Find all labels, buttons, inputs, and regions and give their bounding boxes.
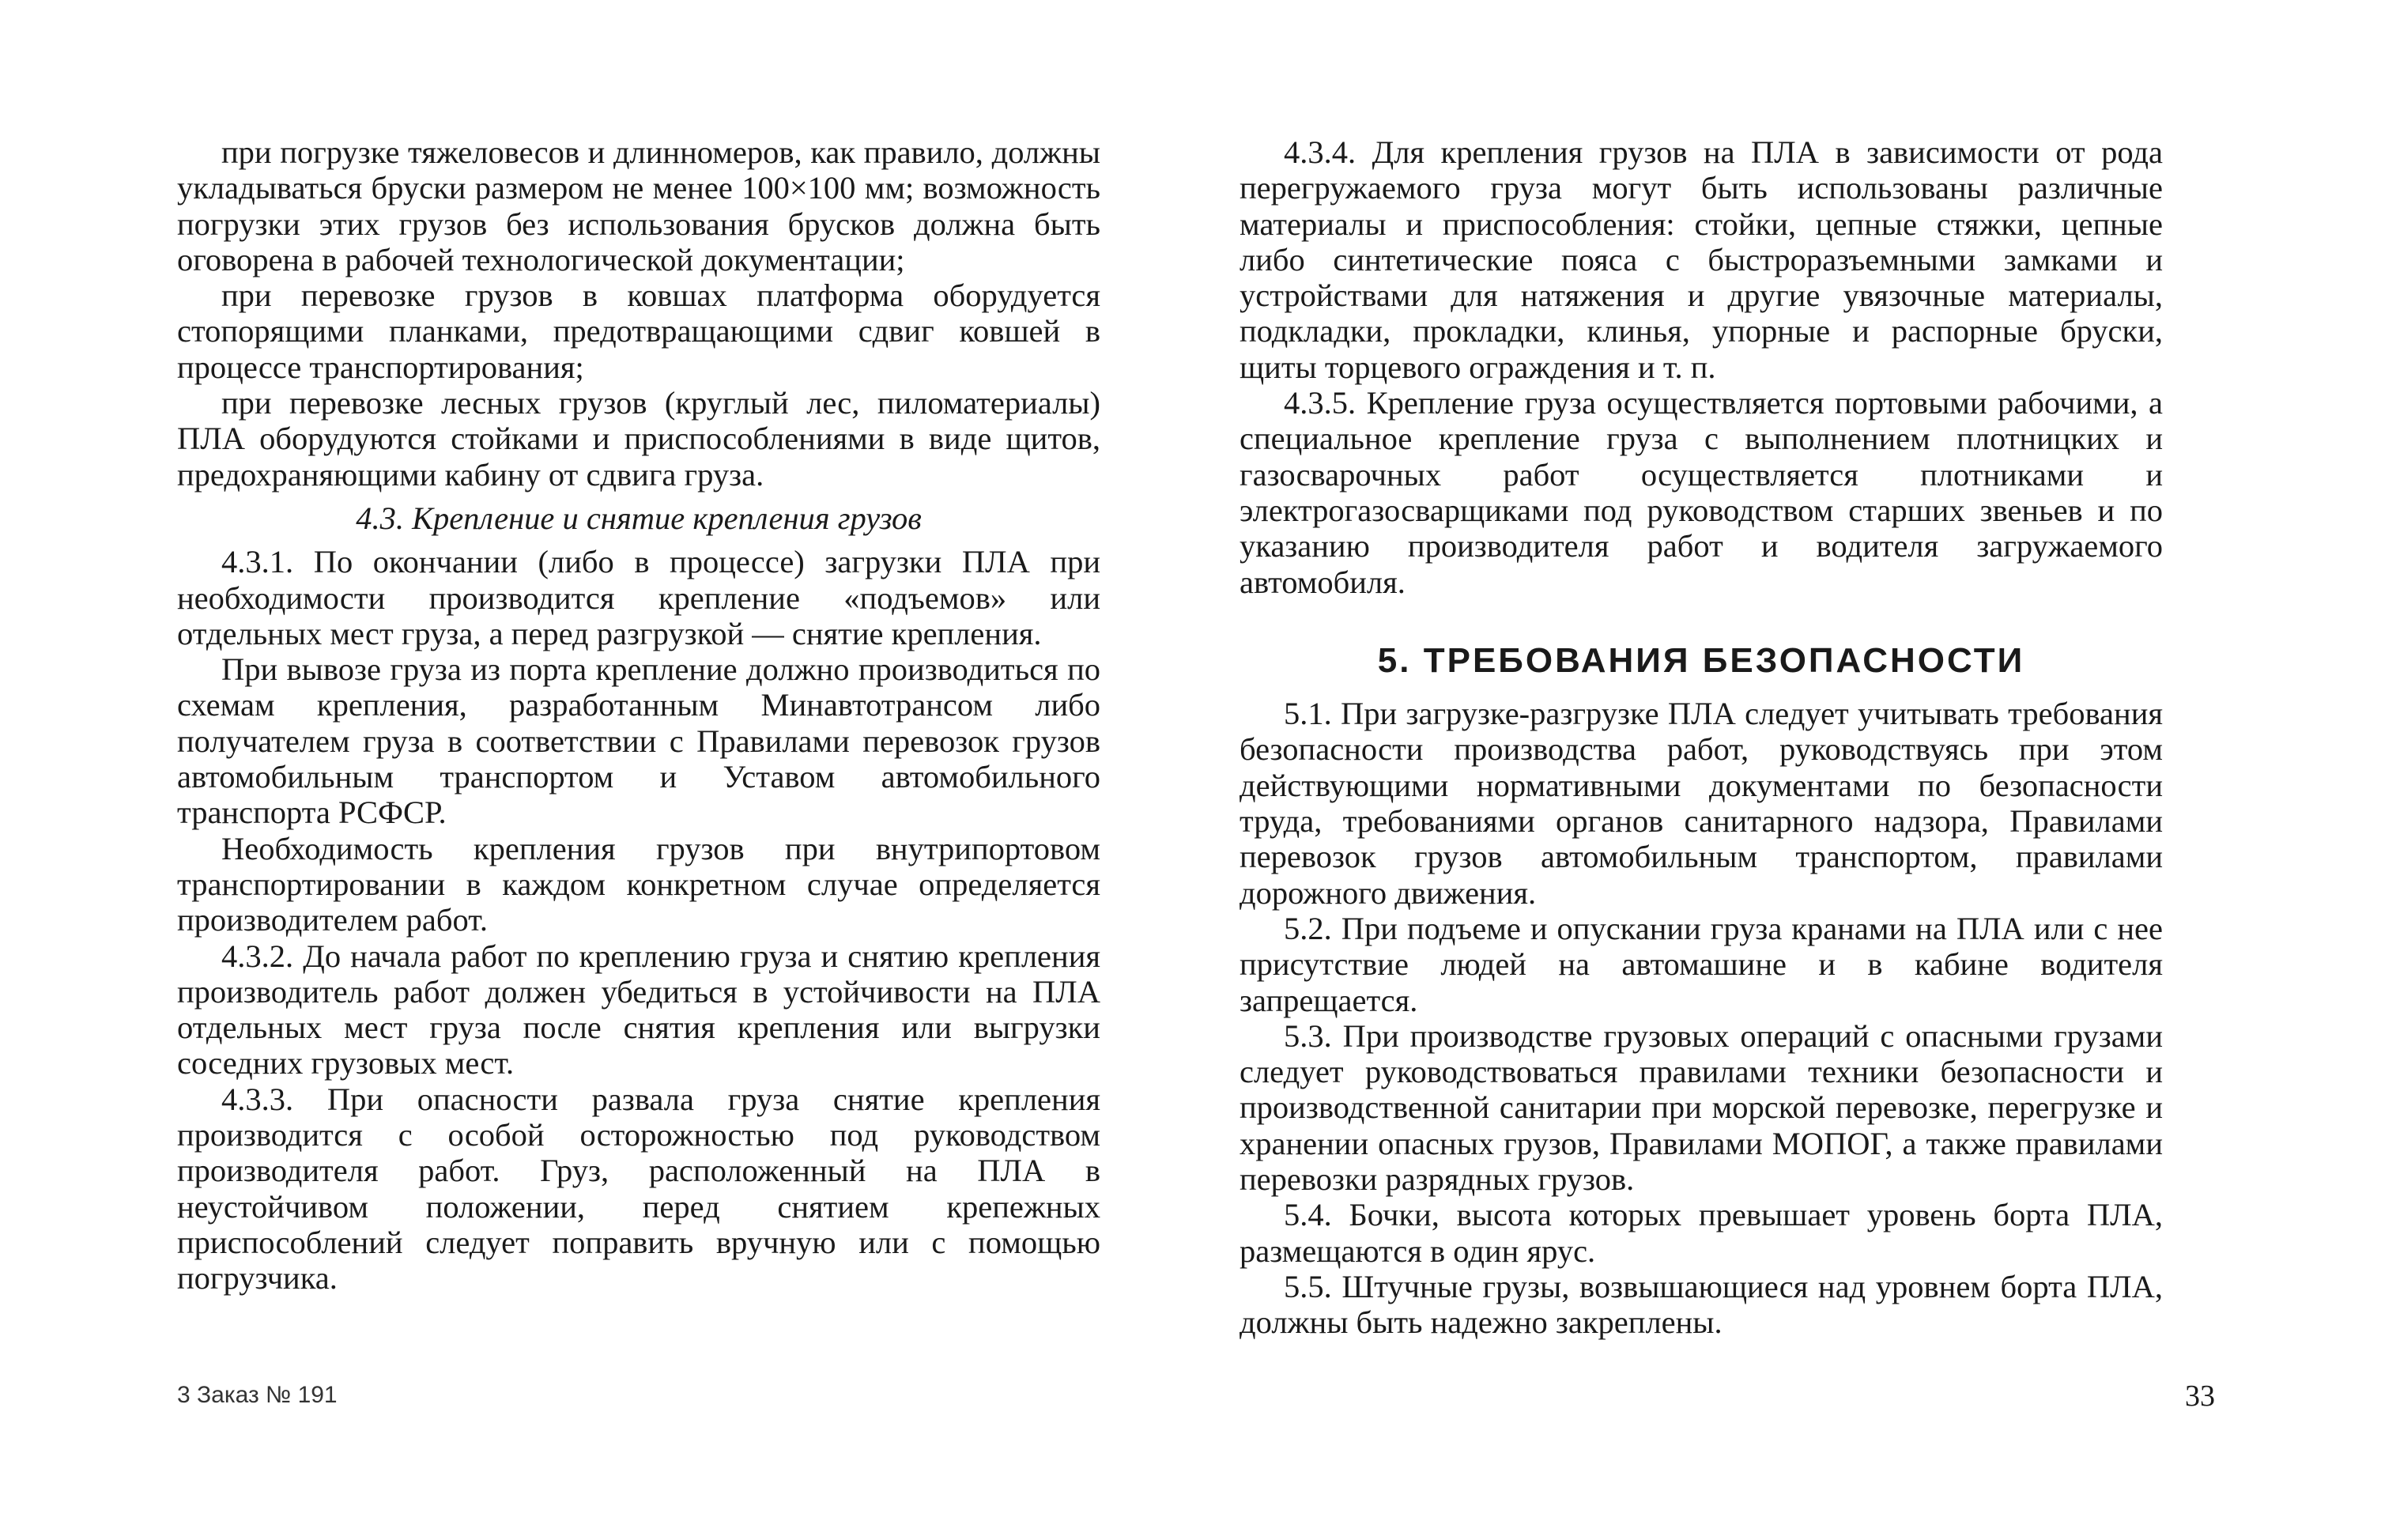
paragraph: 4.3.1. По окончании (либо в процессе) загрузки ПЛА при необходимости производится крепление «подъемов» или отдельных мест груза, а перед разгрузкой — снятие крепления. xyxy=(177,544,1100,651)
paragraph: 5.1. При загрузке-разгрузке ПЛА следует учитывать требования безопасности производства работ, руководствуясь при этом действующими нормативными документами по безопасности труда, требованиями органов санитарного надзора, Правилами перевозок грузов автомобильным транспортом, правилами дорожного движения. xyxy=(1240,696,2163,911)
paragraph: при погрузке тяжеловесов и длинномеров, как правило, должны укладываться бруски размером не менее 100×100 мм; возможность погрузки этих грузов без использования брусков должна быть оговорена в рабочей технологической документации; xyxy=(177,134,1100,277)
paragraph: 4.3.3. При опасности развала груза снятие крепления производится с особой осторожностью под руководством производителя работ. Груз, расположенный на ПЛА в неустойчивом положении, перед снятием крепежных приспособлений следует поправить вручную или с помощью погрузчика. xyxy=(177,1081,1100,1297)
paragraph: 5.5. Штучные грузы, возвышающиеся над уровнем борта ПЛА, должны быть надежно закреплены. xyxy=(1240,1268,2163,1341)
right-page-column xyxy=(1240,134,2163,1341)
paragraph: при перевозке лесных грузов (круглый лес, пиломатериалы) ПЛА оборудуются стойками и приспособлениями в виде щитов, предохраняющими кабину от сдвига груза. xyxy=(177,385,1100,493)
left-page-column xyxy=(177,134,1100,1297)
section-subheading: 4.3. Крепление и снятие крепления грузов xyxy=(356,500,922,536)
paragraph: 5.3. При производстве грузовых операций с опасными грузами следует руководствоваться правилами техники безопасности и производственной санитарии при морской перевозке, перегрузке и хранении опасных грузов, Правилами МОПОГ, а также правилами перевозки разрядных грузов. xyxy=(1240,1017,2163,1198)
paragraph: 4.3.2. До начала работ по креплению груза и снятию крепления производитель работ должен убедиться в устойчивости на ПЛА отдельных мест груза после снятия крепления или выгрузки соседних грузовых мест. xyxy=(177,938,1100,1081)
paragraph: 4.3.5. Крепление груза осуществляется портовыми рабочими, а специальное крепление груза с выполнением плотницких и газосварочных работ осуществляется плотниками и электрогазосварщиками под руководством старших звеньев и по указанию производителя работ и водителя загружаемого автомобиля. xyxy=(1240,385,2163,600)
paragraph: 5.2. При подъеме и опускании груза кранами на ПЛА или с нее присутствие людей на автомашине и в кабине водителя запрещается. xyxy=(1240,910,2163,1018)
page-number: 33 xyxy=(2185,1380,2215,1413)
print-order-footer: 3 Заказ № 191 xyxy=(177,1382,338,1408)
paragraph: 4.3.4. Для крепления грузов на ПЛА в зависимости от рода перегружаемого груза могут быть использованы различные материалы и приспособления: стойки, цепные стяжки, цепные либо синтетические пояса с быстроразъемными замками и устройствами для натяжения и другие увязочные материалы, подкладки, прокладки, клинья, упорные и распорные бруски, щиты торцевого ограждения и т. п. xyxy=(1240,134,2163,385)
section-heading: 5. ТРЕБОВАНИЯ БЕЗОПАСНОСТИ xyxy=(1377,640,2025,680)
paragraph: При вывозе груза из порта крепление должно производиться по схемам крепления, разработанным Минавтотрансом либо получателем груза в соответствии с Правилами перевозок грузов автомобильным транспортом и Уставом автомобильного транспорта РСФСР. xyxy=(177,651,1100,831)
paragraph: при перевозке грузов в ковшах платформа оборудуется стопорящими планками, предотвращающими сдвиг ковшей в процессе транспортирования; xyxy=(177,277,1100,385)
paragraph: 5.4. Бочки, высота которых превышает уровень борта ПЛА, размещаются в один ярус. xyxy=(1240,1197,2163,1269)
paragraph: Необходимость крепления грузов при внутрипортовом транспортировании в каждом конкретном случае определяется производителем работ. xyxy=(177,830,1100,938)
